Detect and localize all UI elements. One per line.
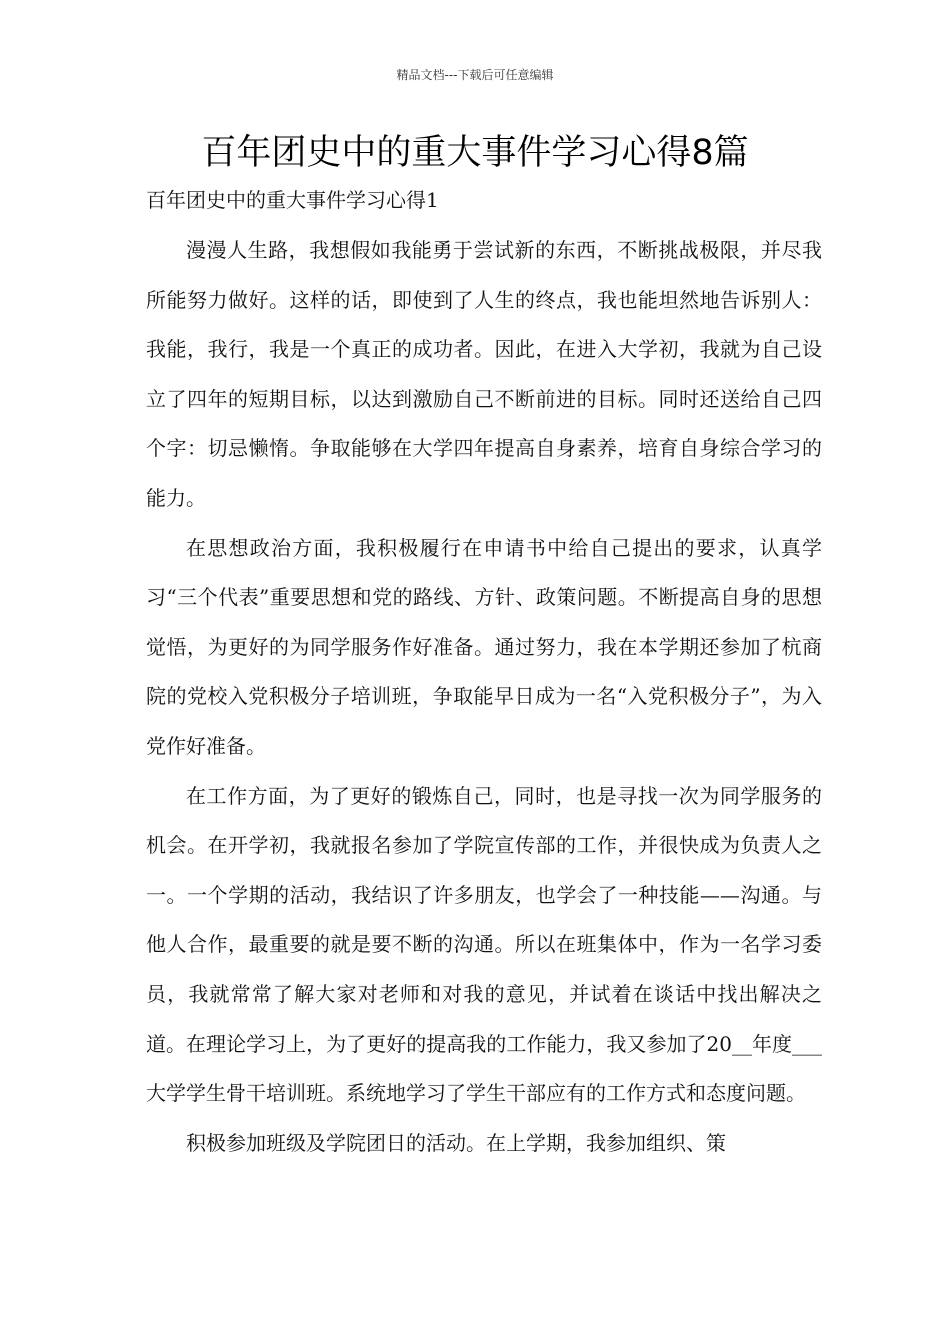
paragraph-4: 积极参加班级及学院团日的活动。在上学期，我参加组织、策 [186,1130,726,1155]
paragraph-1: 漫漫人生路，我想假如我能勇于尝试新的东西，不断挑战极限，并尽我所能努力做好。这样的话，即使到了人生的终点，我也能坦然地告诉别人：我能，我行，我是一个真正的成功者。因此，在进入大学初，我就为自己设立了四年的短期目标，以达到激励自己不断前进的目标。同时还送给自己四个字：切忌懒惰。争取能够在大学四年提高自身素养，培育自身综合学习的能力。 [146,238,822,510]
document-title: 百年团史中的重大事件学习心得8篇 [201,133,749,173]
paragraph-3: 在工作方面，为了更好的锻炼自己，同时，也是寻找一次为同学服务的机会。在开学初，我就报名参加了学院宣传部的工作，并很快成为负责人之一。一个学期的活动，我结识了许多朋友，也学会了一种技能——沟通。与他人合作，最重要的就是要不断的沟通。所以在班集体中，作为一名学习委员，我就常常了解大家对老师和对我的意见，并试着在谈话中找出解决之道。在理论学习上，为了更好的提高我的工作能力，我又参加了20__年度___大学学生骨干培训班。系统地学习了学生干部应有的工作方式和态度问题。 [146,783,822,1106]
paragraph-2: 在思想政治方面，我积极履行在申请书中给自己提出的要求，认真学习“三个代表”重要思想和党的路线、方针、政策问题。不断提高自身的思想觉悟，为更好的为同学服务作好准备。通过努力，我在本学期还参加了杭商院的党校入党积极分子培训班，争取能早日成为一名“入党积极分子”，为入党作好准备。 [146,535,822,758]
body-text [146,226,822,1168]
header-note: 精品文档---下载后可任意编辑 [396,68,554,82]
section-subtitle: 百年团史中的重大事件学习心得1 [146,188,439,212]
